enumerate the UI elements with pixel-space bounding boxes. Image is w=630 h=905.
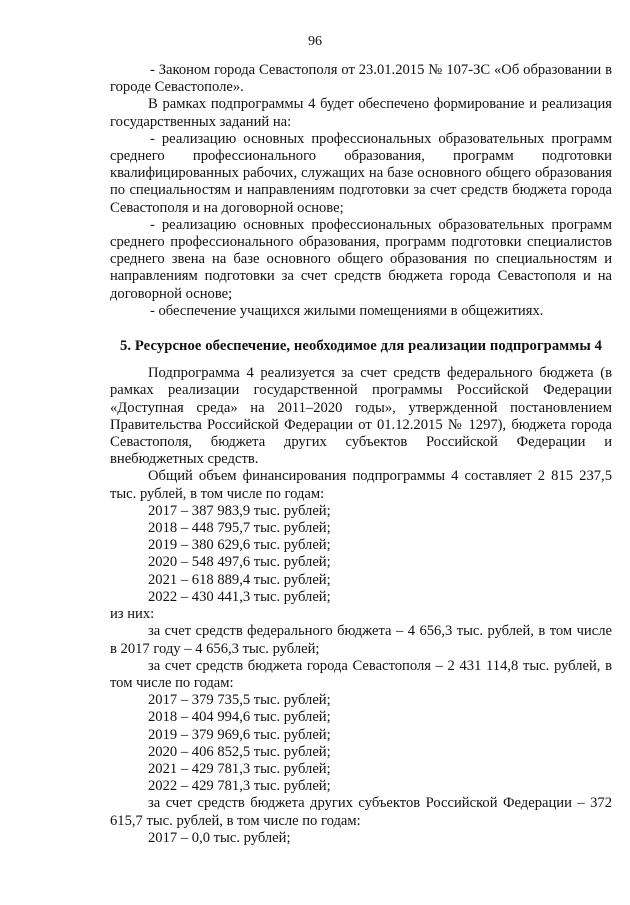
list-item: - реализацию основных профессиональных образовательных программ среднего профессионального образования, программ подготовки квалифицированных рабочих, служащих на базе основного общего образования по специальностям и направлениям подготовки за счет средств бюджета города Севастополя и на договорной основе; [110,130,612,216]
year-amount-line: 2022 – 429 781,3 тыс. рублей; [148,778,331,795]
section-heading: 5. Ресурсное обеспечение, необходимое для реализации подпрограммы 4 [119,338,603,355]
year-amount-line: 2017 – 387 983,9 тыс. рублей; [148,502,331,519]
other-subjects-budget-paragraph: за счет средств бюджета других субъектов Российской Федерации – 372 615,7 тыс. рублей, в том числе по годам: [110,795,612,829]
section-paragraph: Подпрограмма 4 реализуется за счет средств федерального бюджета (в рамках реализации государственной программы Российской Федерации «Доступная среда» на 2011–2020 годы», утвержденной постановлением Правительства Российской Федерации от 01.12.2015 № 1297), бюджета города Севастополя, бюджета других субъектов Российской Федерации и внебюджетных средств. [110,365,612,468]
year-amount-line: 2020 – 548 497,6 тыс. рублей; [148,554,331,571]
city-budget-paragraph: за счет средств бюджета города Севастополя – 2 431 114,8 тыс. рублей, в том числе по годам: [110,657,612,691]
year-amount-line: 2021 – 429 781,3 тыс. рублей; [148,760,331,777]
total-financing-paragraph: Общий объем финансирования подпрограммы 4 составляет 2 815 237,5 тыс. рублей, в том числе по годам: [110,468,612,502]
year-amount-line: 2020 – 406 852,5 тыс. рублей; [148,743,331,760]
year-amount-line: 2021 – 618 889,4 тыс. рублей; [148,571,331,588]
law-item: - Законом города Севастополя от 23.01.2015 № 107-ЗС «Об образовании в городе Севастополе». [110,62,612,96]
year-amount-line: 2018 – 404 994,6 тыс. рублей; [148,709,331,726]
list-item: - обеспечение учащихся жилыми помещениями в общежитиях. [150,302,544,319]
year-amount-line: 2017 – 379 735,5 тыс. рублей; [148,692,331,709]
year-amount-line: 2019 – 379 969,6 тыс. рублей; [148,726,331,743]
federal-budget-paragraph: за счет средств федерального бюджета – 4 656,3 тыс. рублей, в том числе в 2017 году – 4 656,3 тыс. рублей; [110,623,612,657]
year-amount-line: 2019 – 380 629,6 тыс. рублей; [148,537,331,554]
document-body [110,62,612,847]
year-amount-line: 2022 – 430 441,3 тыс. рублей; [148,588,331,605]
frame-paragraph: В рамках подпрограммы 4 будет обеспечено формирование и реализация государственных заданий на: [110,96,612,130]
year-amount-line: 2017 – 0,0 тыс. рублей; [148,829,291,846]
list-item: - реализацию основных профессиональных образовательных программ среднего профессионального образования, программ подготовки специалистов среднего звена на базе основного общего образования по специальностям и направлениям подготовки за счет средств бюджета города Севастополя и на договорной основе; [110,216,612,302]
of-them-label: из них: [110,606,155,623]
page-number: 96 [308,34,322,49]
year-amount-line: 2018 – 448 795,7 тыс. рублей; [148,520,331,537]
